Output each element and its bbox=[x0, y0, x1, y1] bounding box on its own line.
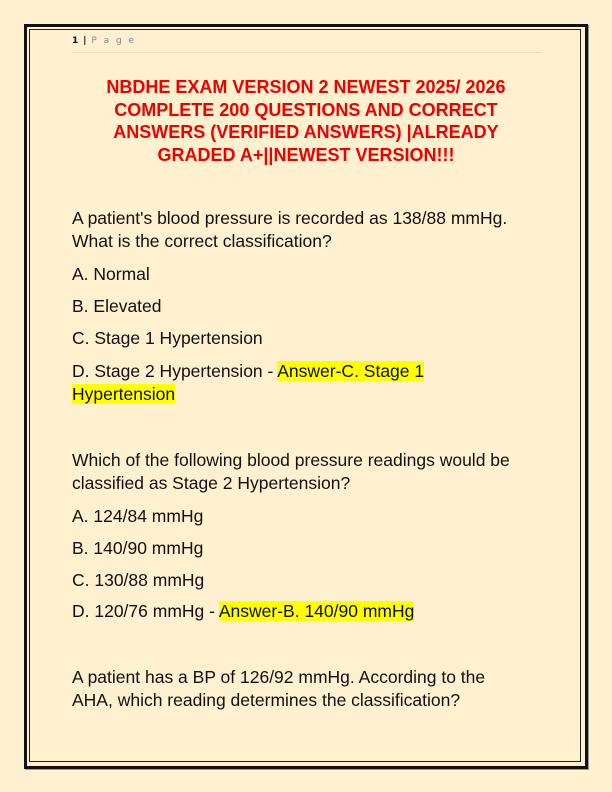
option: D. 120/76 mmHg - bbox=[72, 601, 219, 621]
question-1-stem bbox=[72, 207, 507, 253]
stem-line: AHA, which reading determines the classification? bbox=[72, 690, 461, 710]
stem-line: classified as Stage 2 Hypertension? bbox=[72, 473, 351, 493]
header-separator: | bbox=[83, 36, 87, 46]
question-3-stem bbox=[72, 666, 485, 712]
title-line: GRADED A+||NEWEST VERSION!!! bbox=[157, 144, 455, 165]
stem-line: A patient has a BP of 126/92 mmHg. According to the bbox=[72, 667, 486, 687]
answer-highlight: Hypertension bbox=[72, 384, 176, 404]
stem-line: Which of the following blood pressure readings would be bbox=[72, 450, 510, 470]
title-line: COMPLETE 200 QUESTIONS AND CORRECT bbox=[114, 99, 498, 120]
stem-line: What is the correct classification? bbox=[72, 231, 332, 251]
page-number: 1 bbox=[72, 36, 79, 46]
answer-highlight: Answer-B. 140/90 mmHg bbox=[218, 601, 415, 621]
option-with-answer bbox=[72, 360, 424, 406]
option: B. Elevated bbox=[72, 296, 162, 316]
question-2-stem bbox=[72, 449, 510, 495]
document-title bbox=[60, 76, 552, 166]
stem-line: A patient's blood pressure is recorded as 138/88 mmHg. bbox=[72, 208, 508, 228]
option: B. 140/90 mmHg bbox=[72, 538, 204, 558]
option: A. Normal bbox=[72, 264, 150, 284]
title-line: NBDHE EXAM VERSION 2 NEWEST 2025/ 2026 bbox=[106, 77, 506, 97]
option-with-answer bbox=[72, 600, 414, 623]
page-label: P a g e bbox=[91, 36, 137, 46]
option: A. 124/84 mmHg bbox=[72, 506, 204, 526]
option: C. 130/88 mmHg bbox=[72, 570, 205, 590]
page-header bbox=[72, 36, 542, 53]
answer-highlight: Answer-C. Stage 1 bbox=[277, 361, 425, 381]
option: C. Stage 1 Hypertension bbox=[72, 328, 263, 348]
title-line: ANSWERS (VERIFIED ANSWERS) |ALREADY bbox=[113, 122, 499, 142]
option: D. Stage 2 Hypertension - bbox=[72, 361, 278, 381]
